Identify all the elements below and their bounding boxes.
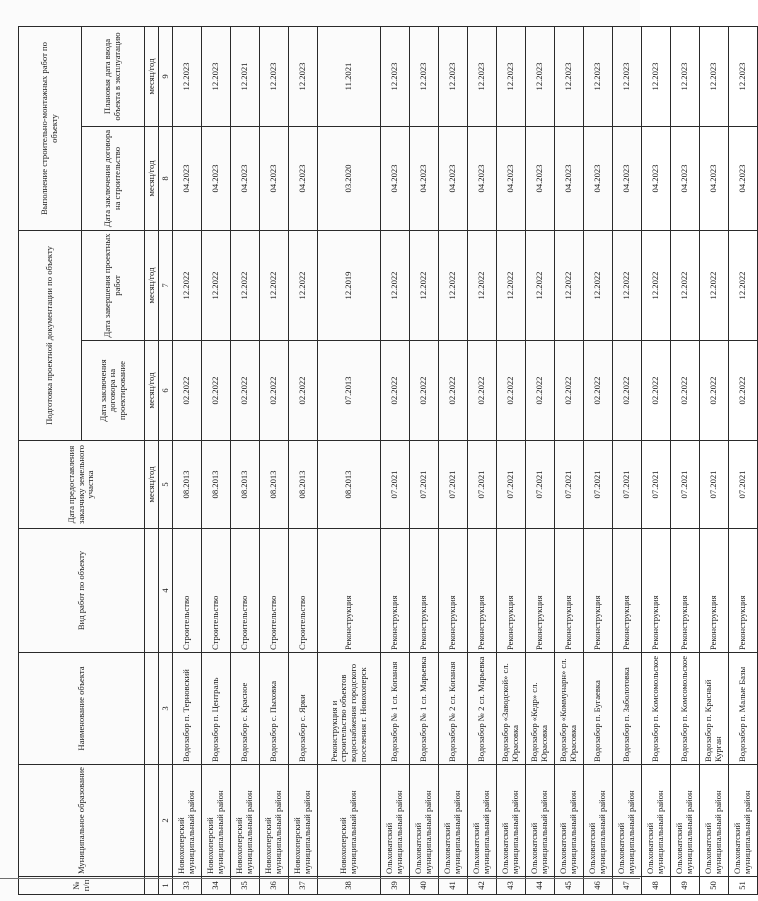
row-number: 37 [289,877,318,895]
object-name-cell: Водозабор с. Красное [231,653,260,765]
object-name-cell: Водозабор п. Красный Курган [700,653,729,765]
units-empty [145,765,159,877]
municipality-cell: Новохоперский муниципальный район [318,765,381,877]
design-complete-cell: 12.2022 [729,231,758,341]
work-type-cell: Реконструкция [526,529,555,653]
design-complete-cell: 12.2022 [584,231,613,341]
commissioning-cell: 12.2023 [671,27,700,127]
table-row [410,27,439,895]
design-complete-cell: 12.2022 [700,231,729,341]
work-type-cell: Реконструкция [468,529,497,653]
column-number: 4 [159,529,173,653]
units-empty [145,529,159,653]
header-design-complete: Дата завершения проектных работ [82,231,145,341]
header-work-type: Вид работ по объекту [19,529,145,653]
table-row [642,27,671,895]
column-number: 8 [159,127,173,231]
design-complete-cell: 12.2022 [671,231,700,341]
column-number: 2 [159,765,173,877]
row-number: 42 [468,877,497,895]
commissioning-cell: 12.2023 [381,27,410,127]
row-number: 40 [410,877,439,895]
municipality-cell: Ольховатский муниципальный район [729,765,758,877]
design-contract-cell: 02.2022 [231,341,260,441]
object-name-cell: Водозабор п. Заболотовка [613,653,642,765]
municipality-cell: Ольховатский муниципальный район [671,765,700,877]
municipality-cell: Ольховатский муниципальный район [381,765,410,877]
commissioning-cell: 12.2021 [231,27,260,127]
construction-contract-cell: 03.2020 [318,127,381,231]
design-complete-cell: 12.2022 [289,231,318,341]
municipality-cell: Ольховатский муниципальный район [555,765,584,877]
unit-land-date: месяц/год [145,441,159,529]
land-date-cell: 07.2021 [526,441,555,529]
land-date-cell: 07.2021 [468,441,497,529]
work-type-cell: Реконструкция [729,529,758,653]
commissioning-cell: 12.2023 [468,27,497,127]
work-type-cell: Реконструкция [584,529,613,653]
commissioning-cell: 12.2023 [202,27,231,127]
design-contract-cell: 02.2022 [584,341,613,441]
construction-contract-cell: 04.2023 [729,127,758,231]
table-row [555,27,584,895]
header-commissioning: Плановая дата ввода объекта в эксплуатацию [82,27,145,127]
commissioning-cell: 12.2023 [526,27,555,127]
municipality-cell: Ольховатский муниципальный район [468,765,497,877]
municipality-cell: Новохоперский муниципальный район [202,765,231,877]
table-row [231,27,260,895]
table-row [173,27,202,895]
design-complete-cell: 12.2022 [410,231,439,341]
object-name-cell: Водозабор п. Комсомольское [642,653,671,765]
row-number: 35 [231,877,260,895]
design-complete-cell: 12.2022 [439,231,468,341]
header-design-contract: Дата заключения договора на проектирование [82,341,145,441]
objects-table [18,26,758,895]
column-number: 9 [159,27,173,127]
municipality-cell: Ольховатский муниципальный район [526,765,555,877]
design-complete-cell: 12.2022 [613,231,642,341]
scan-edge-line [0,878,640,879]
land-date-cell: 08.2013 [260,441,289,529]
object-name-cell: Водозабор п. Бугаевка [584,653,613,765]
commissioning-cell: 12.2023 [613,27,642,127]
design-contract-cell: 07.2013 [318,341,381,441]
design-complete-cell: 12.2022 [173,231,202,341]
row-number: 39 [381,877,410,895]
commissioning-cell: 12.2023 [729,27,758,127]
land-date-cell: 07.2021 [642,441,671,529]
design-contract-cell: 02.2022 [410,341,439,441]
header-construction-contract: Дата заключения договора на строительство [82,127,145,231]
work-type-cell: Реконструкция [381,529,410,653]
construction-contract-cell: 04.2023 [410,127,439,231]
column-number: 1 [159,877,173,895]
design-contract-cell: 02.2022 [381,341,410,441]
object-name-cell: Водозабор «Кедр» сл. Юрасовка [526,653,555,765]
table-row [202,27,231,895]
land-date-cell: 08.2013 [231,441,260,529]
work-type-cell: Реконструкция [555,529,584,653]
design-complete-cell: 12.2022 [260,231,289,341]
row-number: 43 [497,877,526,895]
design-contract-cell: 02.2022 [202,341,231,441]
design-complete-cell: 12.2022 [555,231,584,341]
design-complete-cell: 12.2022 [231,231,260,341]
work-type-cell: Реконструкция [642,529,671,653]
land-date-cell: 08.2013 [202,441,231,529]
table-row [289,27,318,895]
design-contract-cell: 02.2022 [700,341,729,441]
table-row [729,27,758,895]
work-type-cell: Реконструкция [671,529,700,653]
units-row [145,27,159,895]
construction-contract-cell: 04.2023 [439,127,468,231]
municipality-cell: Ольховатский муниципальный район [497,765,526,877]
design-contract-cell: 02.2022 [260,341,289,441]
object-name-cell: Водозабор п. Малые Базы [729,653,758,765]
land-date-cell: 07.2021 [671,441,700,529]
row-number: 46 [584,877,613,895]
row-number: 36 [260,877,289,895]
work-type-cell: Строительство [289,529,318,653]
design-contract-cell: 02.2022 [289,341,318,441]
design-complete-cell: 12.2022 [468,231,497,341]
row-number: 51 [729,877,758,895]
row-number: 49 [671,877,700,895]
municipality-cell: Новохоперский муниципальный район [231,765,260,877]
row-number: 45 [555,877,584,895]
land-date-cell: 07.2021 [497,441,526,529]
construction-contract-cell: 04.2023 [202,127,231,231]
units-empty [145,877,159,895]
table-body [19,27,758,895]
unit-commissioning: месяц/год [145,27,159,127]
commissioning-cell: 12.2023 [439,27,468,127]
object-name-cell: Водозабор № 2 сл. Копаная [439,653,468,765]
design-complete-cell: 12.2022 [381,231,410,341]
row-number: 48 [642,877,671,895]
construction-contract-cell: 04.2023 [381,127,410,231]
object-name-cell: Водозабор № 1 сл. Копаная [381,653,410,765]
header-design-group: Подготовка проектной документации по объекту [19,231,82,441]
construction-contract-cell: 04.2023 [584,127,613,231]
design-contract-cell: 02.2022 [671,341,700,441]
header-num: № п/п [19,877,145,895]
table-row [497,27,526,895]
column-number: 5 [159,441,173,529]
object-name-cell: Водозабор с. Ярки [289,653,318,765]
construction-contract-cell: 04.2023 [497,127,526,231]
unit-design-complete: месяц/год [145,231,159,341]
row-number: 34 [202,877,231,895]
land-date-cell: 08.2013 [318,441,381,529]
header-row-groups [19,27,82,895]
unit-design-contract: месяц/год [145,341,159,441]
header-land-date: Дата предоставления заказчику земельного участка [19,441,145,529]
table-row [613,27,642,895]
construction-contract-cell: 04.2023 [526,127,555,231]
table-row [700,27,729,895]
work-type-cell: Реконструкция [318,529,381,653]
object-name-cell: Водозабор п. Терновский [173,653,202,765]
commissioning-cell: 12.2023 [289,27,318,127]
units-empty [145,653,159,765]
work-type-cell: Строительство [173,529,202,653]
header-object-name: Наименование объекта [19,653,145,765]
table-row [260,27,289,895]
commissioning-cell: 12.2023 [410,27,439,127]
design-complete-cell: 12.2022 [642,231,671,341]
municipality-cell: Ольховатский муниципальный район [613,765,642,877]
work-type-cell: Строительство [260,529,289,653]
header-construction-group: Выполнение строительно-монтажных работ по объекту [19,27,82,231]
table-row [671,27,700,895]
land-date-cell: 07.2021 [555,441,584,529]
commissioning-cell: 12.2023 [584,27,613,127]
land-date-cell: 07.2021 [584,441,613,529]
design-contract-cell: 02.2022 [729,341,758,441]
design-contract-cell: 02.2022 [555,341,584,441]
municipality-cell: Ольховатский муниципальный район [439,765,468,877]
work-type-cell: Строительство [202,529,231,653]
land-date-cell: 07.2021 [410,441,439,529]
table-row [439,27,468,895]
design-complete-cell: 12.2022 [526,231,555,341]
design-complete-cell: 12.2019 [318,231,381,341]
design-contract-cell: 02.2022 [173,341,202,441]
commissioning-cell: 12.2023 [700,27,729,127]
design-contract-cell: 02.2022 [497,341,526,441]
commissioning-cell: 12.2023 [497,27,526,127]
row-number: 41 [439,877,468,895]
column-number: 6 [159,341,173,441]
object-name-cell: Водозабор № 1 сл. Марьевка [410,653,439,765]
commissioning-cell: 12.2023 [260,27,289,127]
work-type-cell: Реконструкция [613,529,642,653]
design-contract-cell: 02.2022 [613,341,642,441]
land-date-cell: 07.2021 [700,441,729,529]
object-name-cell: Водозабор «Коммунарн» сл. Юрасовка [555,653,584,765]
table-row [381,27,410,895]
commissioning-cell: 12.2023 [555,27,584,127]
design-contract-cell: 02.2022 [468,341,497,441]
row-number: 38 [318,877,381,895]
municipality-cell: Ольховатский муниципальный район [700,765,729,877]
municipality-cell: Ольховатский муниципальный район [584,765,613,877]
row-number: 47 [613,877,642,895]
construction-contract-cell: 04.2023 [231,127,260,231]
municipality-cell: Новохоперский муниципальный район [260,765,289,877]
row-number: 44 [526,877,555,895]
table-row [318,27,381,895]
table-row [468,27,497,895]
column-number: 3 [159,653,173,765]
construction-contract-cell: 04.2023 [613,127,642,231]
land-date-cell: 07.2021 [729,441,758,529]
work-type-cell: Реконструкция [497,529,526,653]
land-date-cell: 08.2013 [289,441,318,529]
table-row [526,27,555,895]
land-date-cell: 08.2013 [173,441,202,529]
land-date-cell: 07.2021 [381,441,410,529]
object-name-cell: Водозабор п. Централь [202,653,231,765]
header-municipality: Муниципальное образование [19,765,145,877]
work-type-cell: Реконструкция [410,529,439,653]
work-type-cell: Строительство [231,529,260,653]
land-date-cell: 07.2021 [439,441,468,529]
construction-contract-cell: 04.2023 [700,127,729,231]
construction-contract-cell: 04.2023 [468,127,497,231]
commissioning-cell: 12.2023 [642,27,671,127]
object-name-cell: Водозабор с. Пыховка [260,653,289,765]
construction-contract-cell: 04.2023 [671,127,700,231]
municipality-cell: Новохоперский муниципальный район [289,765,318,877]
design-contract-cell: 02.2022 [439,341,468,441]
row-number: 33 [173,877,202,895]
construction-contract-cell: 04.2023 [555,127,584,231]
construction-contract-cell: 04.2023 [642,127,671,231]
municipality-cell: Новохоперский муниципальный район [173,765,202,877]
object-name-cell: Водозабор п. Комсомольское [671,653,700,765]
design-complete-cell: 12.2022 [497,231,526,341]
work-type-cell: Реконструкция [700,529,729,653]
construction-contract-cell: 04.2023 [260,127,289,231]
column-number: 7 [159,231,173,341]
object-name-cell: Водозабор № 2 сл. Марьевка [468,653,497,765]
design-complete-cell: 12.2022 [202,231,231,341]
land-date-cell: 07.2021 [613,441,642,529]
commissioning-cell: 11.2021 [318,27,381,127]
commissioning-cell: 12.2023 [173,27,202,127]
work-type-cell: Реконструкция [439,529,468,653]
table-row [584,27,613,895]
design-contract-cell: 02.2022 [642,341,671,441]
unit-construction-contract: месяц/год [145,127,159,231]
municipality-cell: Ольховатский муниципальный район [410,765,439,877]
object-name-cell: Реконструкция и строительство объектов водоснабжения городского поселения г. Новохоперск [318,653,381,765]
construction-contract-cell: 04.2023 [173,127,202,231]
row-number: 50 [700,877,729,895]
municipality-cell: Ольховатский муниципальный район [642,765,671,877]
object-name-cell: Водозабор «Заводской» сл. Юрасовка [497,653,526,765]
column-numbers-row [159,27,173,895]
design-contract-cell: 02.2022 [526,341,555,441]
construction-contract-cell: 04.2023 [289,127,318,231]
